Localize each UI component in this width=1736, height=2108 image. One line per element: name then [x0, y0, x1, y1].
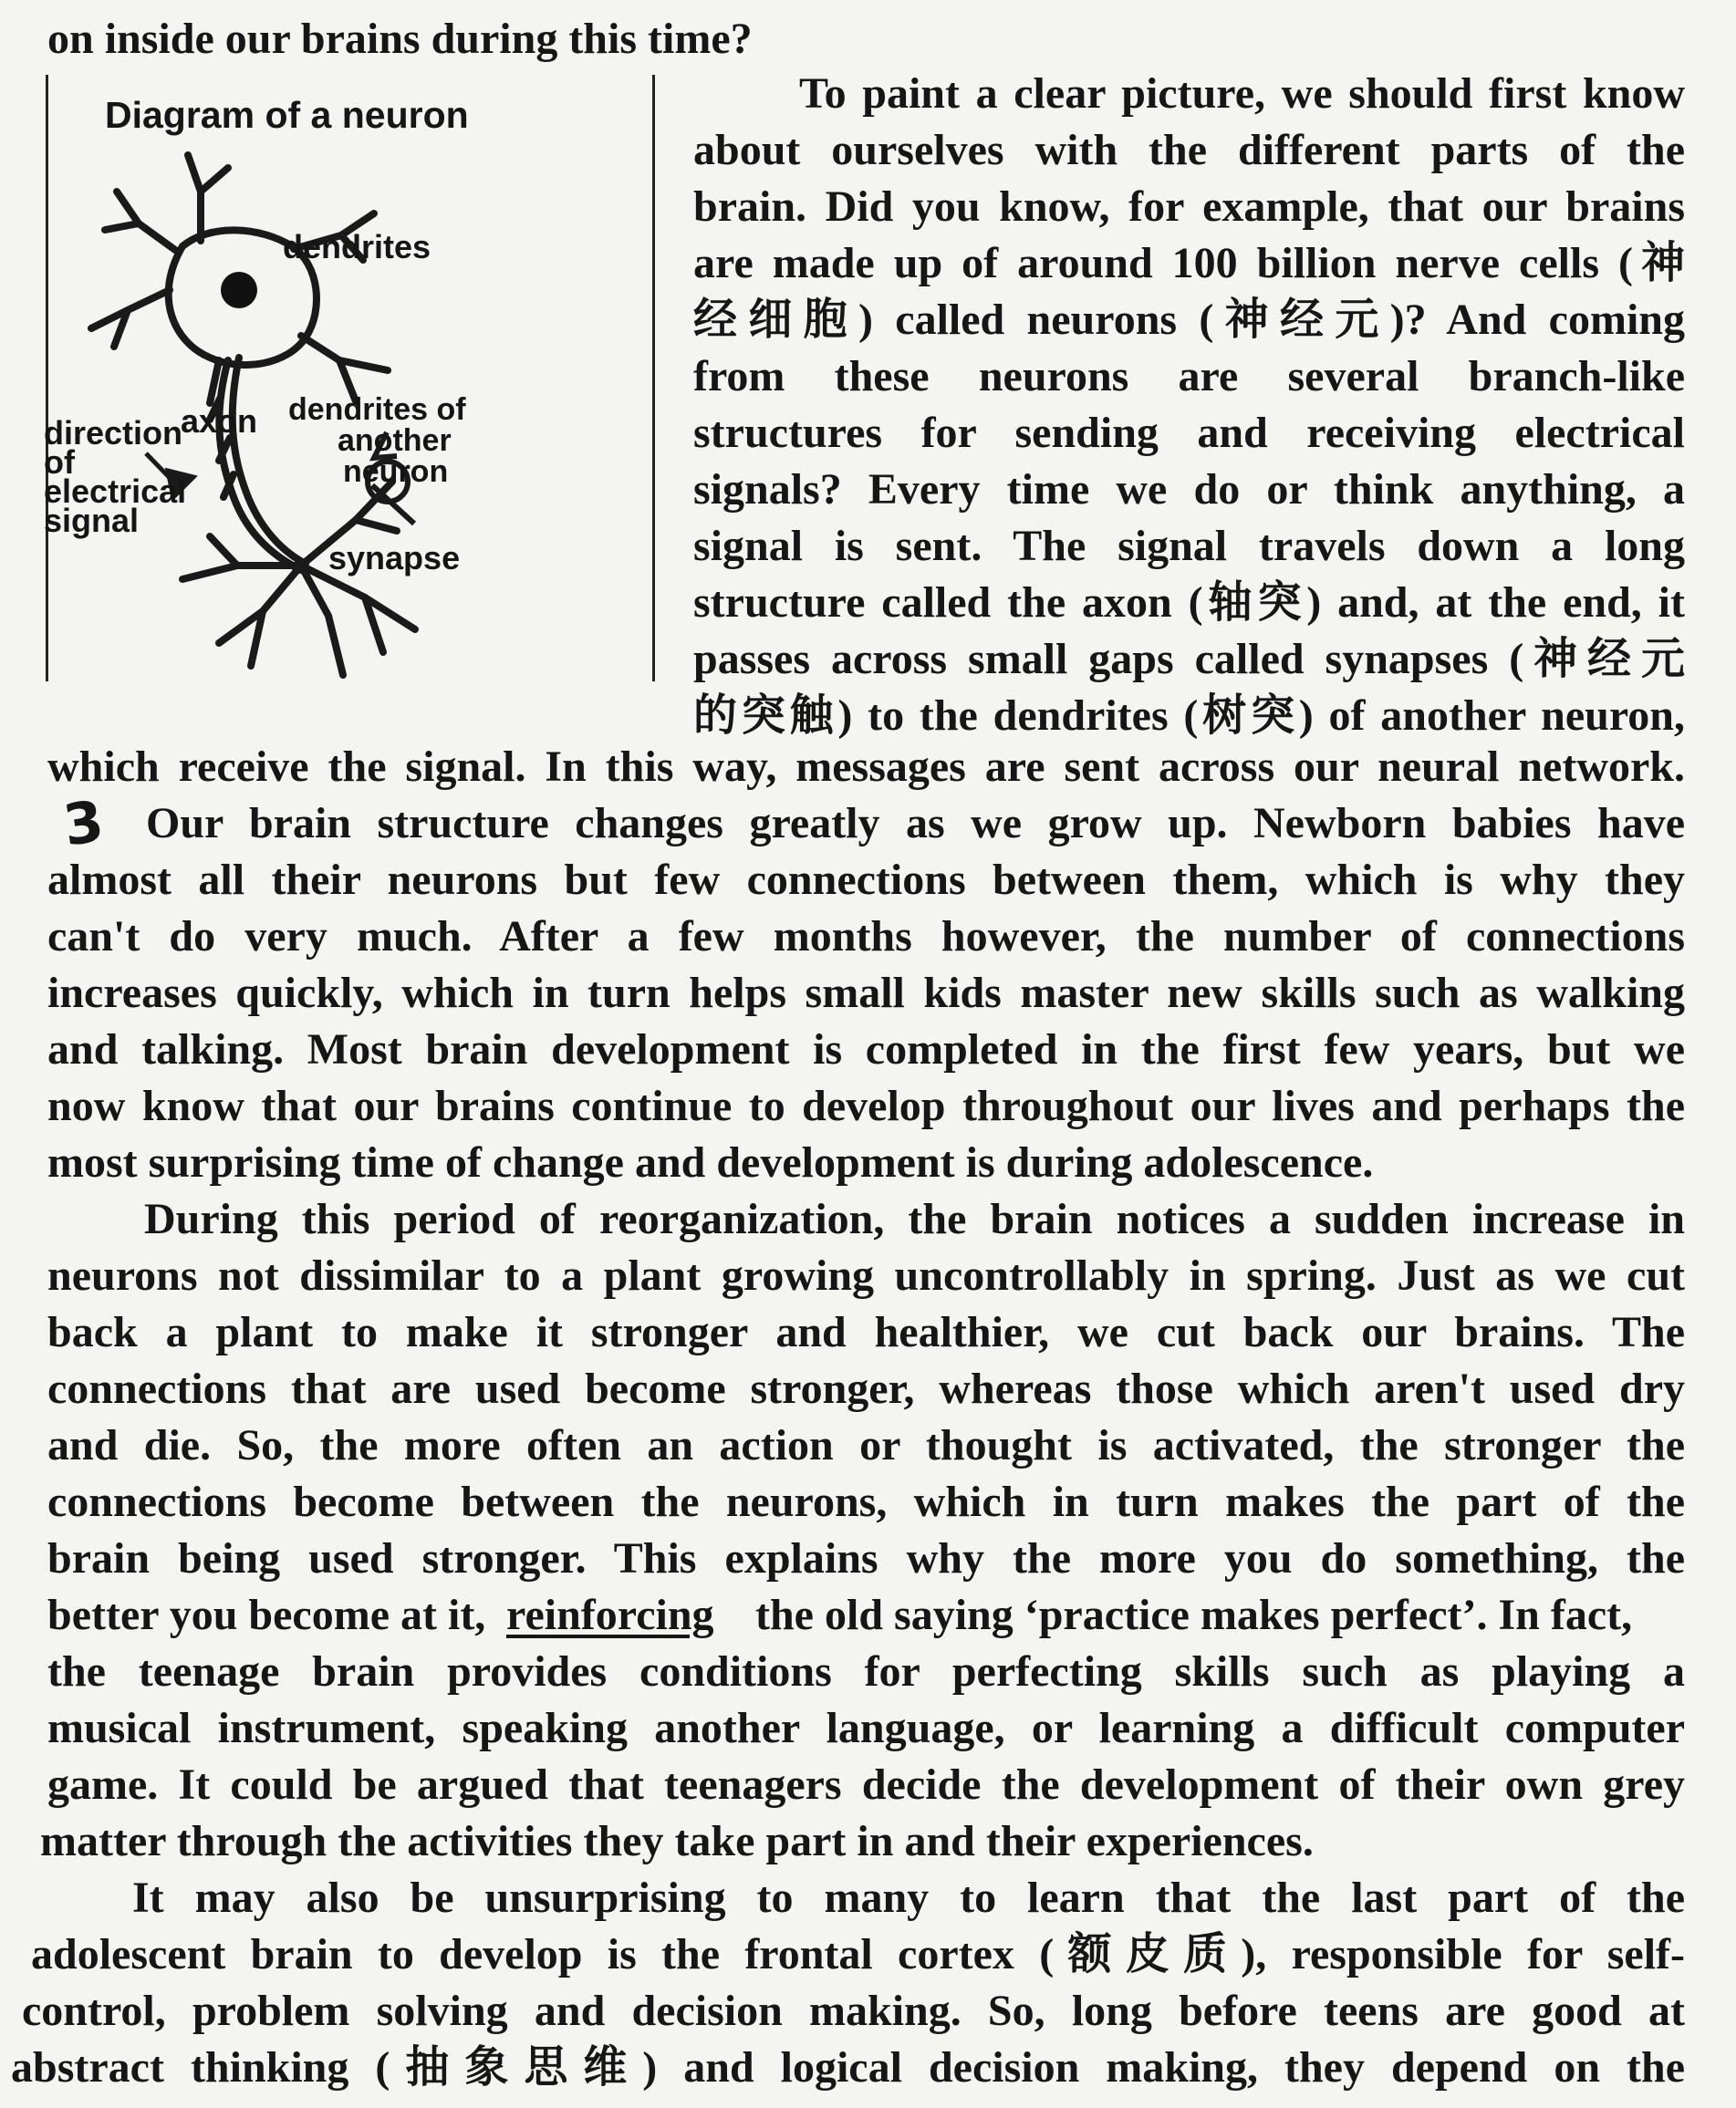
diagram-title: Diagram of a neuron — [105, 94, 469, 136]
diagram-label-synapse: synapse — [328, 539, 461, 576]
text-line-11: structure called the axon (轴突) and, at the end, it — [693, 578, 1685, 627]
text-line-37: abstract thinking (抽象思维) and logical decision making, they depend on the — [11, 2043, 1685, 2092]
text-line-15: Our brain structure changes greatly as we grow up. Newborn babies have — [146, 799, 1685, 847]
text-line-27: connections become between the neurons, which in turn makes the part of the — [47, 1478, 1685, 1526]
text-line-3: about ourselves with the different parts of the — [693, 126, 1685, 174]
text-line-2: To paint a clear picture, we should first know — [799, 69, 1685, 118]
text-line-21: most surprising time of change and development is during adolescence. — [47, 1138, 1374, 1187]
text-line-33: matter through the activities they take part in and their experiences. — [40, 1817, 1314, 1865]
text-line-31: musical instrument, speaking another language, or learning a difficult computer — [47, 1704, 1685, 1752]
text-line-23: neurons not dissimilar to a plant growing uncontrollably in spring. Just as we cut — [47, 1251, 1685, 1300]
diagram-label-direction-3: electrical — [44, 472, 187, 510]
axon-line — [210, 358, 306, 570]
receiving-dendrites — [182, 482, 415, 675]
diagram-label-dendrites: dendrites — [283, 228, 431, 265]
diagram-label-direction-1: direction — [44, 414, 183, 452]
diagram-label-axon: axon — [181, 402, 258, 440]
text-line-13: 的突触) to the dendrites (树突) of another neuron, — [693, 691, 1685, 740]
diagram-label-direction-4: signal — [44, 502, 140, 539]
text-line-29-part-1: better you become at it, — [47, 1591, 486, 1639]
text-line-8: structures for sending and receiving electrical — [693, 409, 1685, 457]
text-line-29-part-3: the old saying ‘practice makes perfect’. In fact, — [755, 1591, 1633, 1639]
text-line-35: adolescent brain to develop is the frontal cortex (额皮质), responsible for self- — [31, 1930, 1685, 1978]
text-line-25: connections that are used become stronger, whereas those which aren't used dry — [47, 1365, 1685, 1413]
text-line-14: which receive the signal. In this way, messages are sent across our neural network. — [47, 742, 1685, 791]
text-line-19: and talking. Most brain development is completed in the first few years, but we — [47, 1025, 1685, 1074]
text-line-17: can't do very much. After a few months however, the number of connections — [47, 912, 1685, 961]
text-line-4: brain. Did you know, for example, that our brains — [693, 182, 1685, 231]
text-line-12: passes across small gaps called synapses (神经元 — [693, 635, 1685, 683]
diagram-label-dendrites-other-3: neuron — [343, 454, 449, 489]
text-line-34: It may also be unsurprising to many to learn that the last part of the — [132, 1874, 1685, 1922]
text-line-6: 经细胞) called neurons (神经元)? And coming — [693, 296, 1685, 344]
text-line-10: signal is sent. The signal travels down a long — [693, 522, 1685, 570]
text-line-22: During this period of reorganization, the brain notices a sudden increase in — [144, 1195, 1685, 1243]
diagram-label-dendrites-other-2: another — [338, 423, 452, 458]
text-line-26: and die. So, the more often an action or thought is activated, the stronger the — [47, 1421, 1685, 1469]
diagram-label-dendrites-other-1: dendrites of — [288, 392, 466, 427]
text-line-24: back a plant to make it stronger and healthier, we cut back our brains. The — [47, 1308, 1685, 1356]
text-line-5: are made up of around 100 billion nerve cells (神 — [693, 239, 1685, 287]
text-line-16: almost all their neurons but few connections between them, which is why they — [47, 856, 1685, 904]
text-line-18: increases quickly, which in turn helps small kids master new skills such as walking — [47, 969, 1685, 1017]
text-line-20: now know that our brains continue to develop throughout our lives and perhaps the — [47, 1082, 1685, 1130]
reinforcing-word: reinforcing — [506, 1591, 714, 1639]
text-line-32: game. It could be argued that teenagers decide the development of their own grey — [47, 1760, 1685, 1809]
text-line-7: from these neurons are several branch-like — [693, 352, 1685, 400]
diagram-label-direction-2: of — [44, 443, 75, 481]
text-line-9: signals? Every time we do or think anything, a — [693, 465, 1685, 514]
text-line-36: control, problem solving and decision making. So, long before teens are good at — [22, 1987, 1685, 2035]
text-line-1: on inside our brains during this time? — [47, 15, 753, 63]
nucleus — [221, 272, 257, 308]
text-line-30: the teenage brain provides conditions for perfecting skills such as playing a — [47, 1647, 1685, 1696]
handwritten-mark: 3 — [59, 787, 108, 859]
text-line-28: brain being used stronger. This explains why the more you do something, the — [47, 1534, 1685, 1583]
